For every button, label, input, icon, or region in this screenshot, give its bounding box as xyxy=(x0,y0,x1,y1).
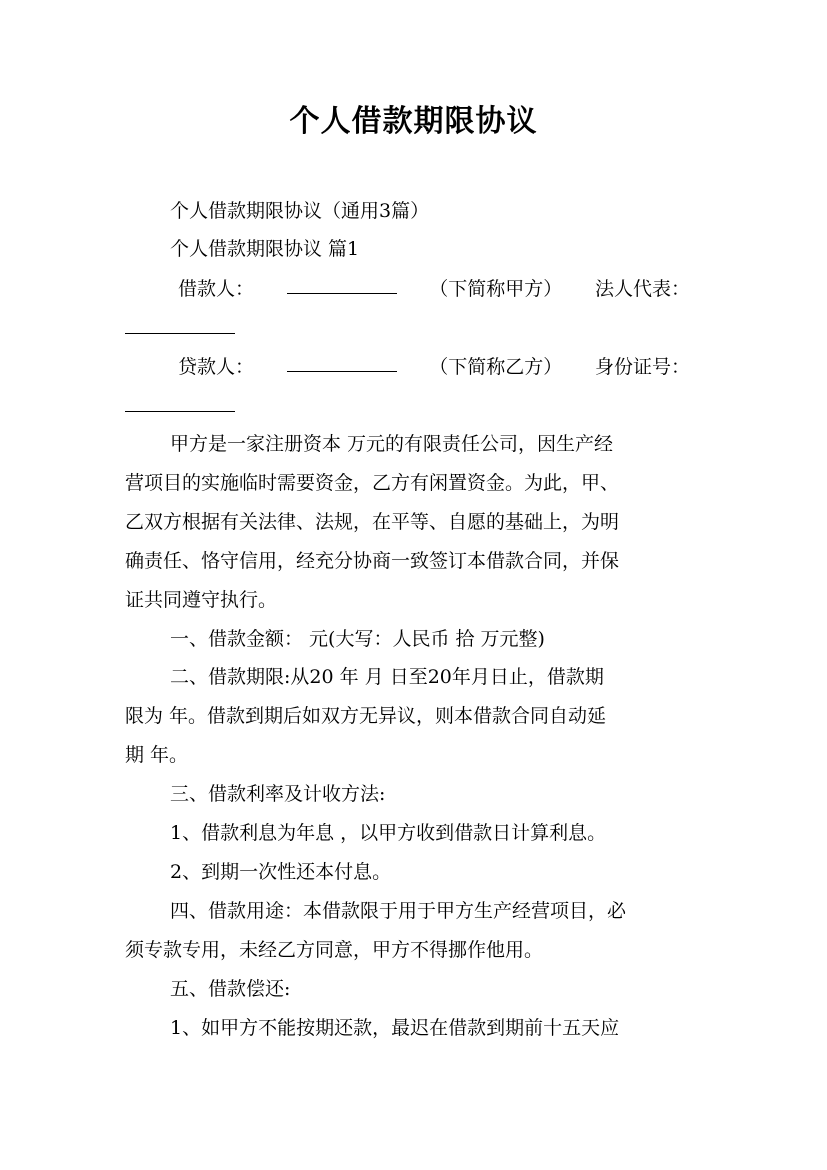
clause-interest: 三、借款利率及计收方法: xyxy=(170,783,386,805)
clause-amount: 一、借款金额： 元(大写：人民币 拾 万元整) xyxy=(170,628,545,650)
section-heading: 个人借款期限协议 篇1 xyxy=(170,238,360,260)
document-subtitle: 个人借款期限协议（通用3篇） xyxy=(170,200,430,222)
paragraph-line: 营项目的实施临时需要资金，乙方有闲置资金。为此，甲、 xyxy=(125,472,620,494)
clause-interest-2: 2、到期一次性还本付息。 xyxy=(170,861,392,883)
borrower-label: 借款人： xyxy=(178,278,255,300)
paragraph-line: 证共同遵守执行。 xyxy=(125,589,278,611)
clause-purpose: 须专款专用，未经乙方同意，甲方不得挪作他用。 xyxy=(125,939,544,961)
clause-repayment: 五、借款偿还: xyxy=(170,978,291,1000)
lender-note: （下简称乙方） xyxy=(429,356,563,378)
clause-term: 期 年。 xyxy=(125,744,189,766)
clause-repayment-1: 1、如甲方不能按期还款，最迟在借款到期前十五天应 xyxy=(170,1017,620,1039)
borrower-blank xyxy=(287,275,397,294)
lender-label: 贷款人： xyxy=(178,356,255,378)
paragraph-line: 乙双方根据有关法律、法规，在平等、自愿的基础上，为明 xyxy=(125,511,620,533)
clause-term: 二、借款期限:从20 年 月 日至20年月日止，借款期 xyxy=(170,666,604,688)
clause-term: 限为 年。借款到期后如双方无异议，则本借款合同自动延 xyxy=(125,705,607,727)
clause-purpose: 四、借款用途：本借款限于用于甲方生产经营项目，必 xyxy=(170,900,627,922)
legal-rep-blank xyxy=(125,333,235,334)
paragraph-line: 确责任、恪守信用，经充分协商一致签订本借款合同，并保 xyxy=(125,550,620,572)
id-blank xyxy=(125,411,235,412)
paragraph-line: 甲方是一家注册资本 万元的有限责任公司，因生产经 xyxy=(170,433,614,455)
lender-line xyxy=(178,353,690,381)
clause-interest-1: 1、借款利息为年息 ，以甲方收到借款日计算利息。 xyxy=(170,822,607,844)
legal-rep-label: 法人代表： xyxy=(594,278,690,300)
document-title: 个人借款期限协议 xyxy=(289,104,538,139)
borrower-line xyxy=(178,275,690,303)
borrower-note: （下简称甲方） xyxy=(429,278,563,300)
id-label: 身份证号： xyxy=(594,356,690,378)
lender-blank xyxy=(287,353,397,372)
